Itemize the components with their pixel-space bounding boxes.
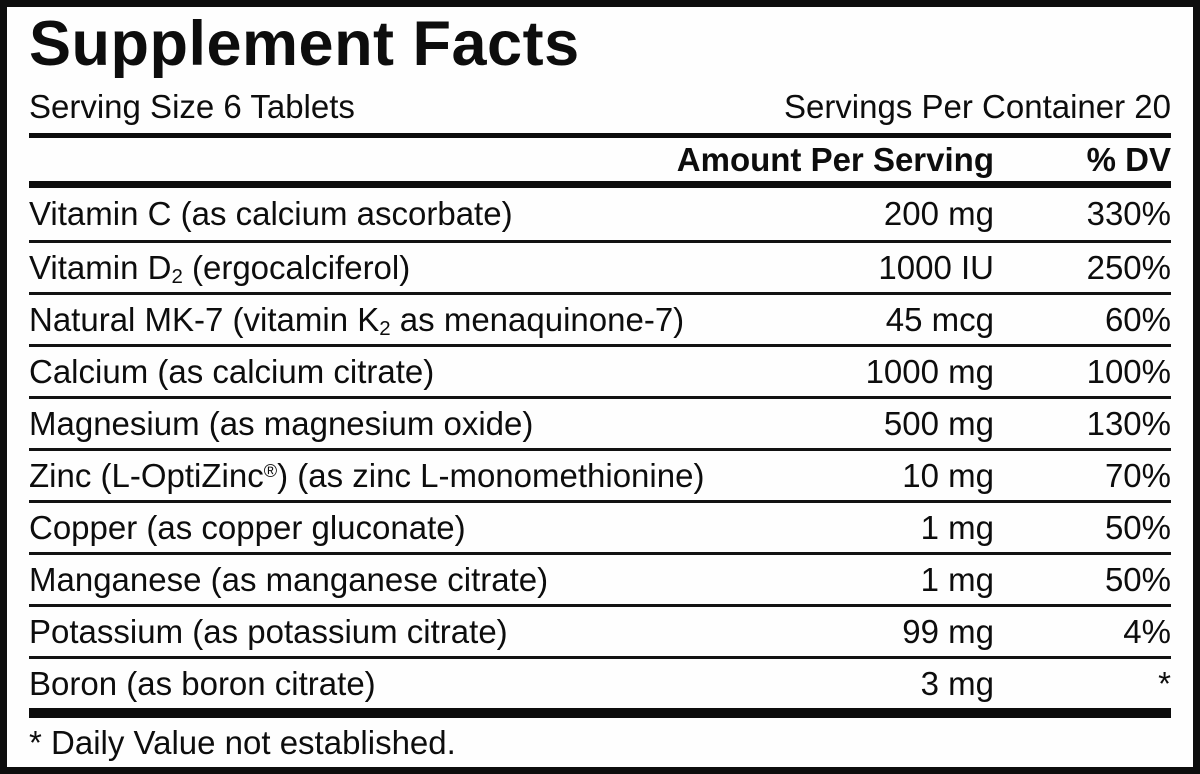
nutrient-amount: 1000 IU [878, 248, 994, 286]
divider-header [29, 181, 1171, 188]
nutrient-name: Copper (as copper gluconate) [29, 508, 466, 546]
nutrient-dv: 330% [1086, 195, 1171, 232]
nutrient-row [29, 344, 1171, 396]
nutrient-name: Natural MK-7 (vitamin K2 as menaquinone-7) [29, 300, 685, 339]
nutrient-dv: 50% [1104, 508, 1171, 546]
nutrient-amount: 200 mg [883, 195, 994, 232]
nutrient-row [29, 396, 1171, 448]
nutrient-dv: 250% [1086, 248, 1171, 286]
panel-title: Supplement Facts [29, 8, 580, 79]
footnote-text: * Daily Value not established. [29, 723, 456, 761]
nutrient-name: Boron (as boron citrate) [29, 664, 376, 702]
nutrient-row [29, 188, 1171, 240]
nutrient-amount: 1 mg [920, 560, 994, 598]
nutrient-dv: 60% [1104, 300, 1171, 338]
nutrient-row [29, 240, 1171, 292]
nutrient-amount: 500 mg [883, 404, 994, 442]
nutrient-dv: 130% [1086, 404, 1171, 442]
nutrient-row [29, 448, 1171, 500]
nutrient-amount: 3 mg [920, 664, 994, 702]
nutrient-name: Calcium (as calcium citrate) [29, 352, 435, 390]
amount-column-header: Amount Per Serving [676, 140, 994, 178]
nutrient-name: Vitamin D2 (ergocalciferol) [29, 248, 411, 287]
nutrient-amount: 99 mg [902, 612, 994, 650]
column-headers [29, 138, 1171, 181]
footnote [29, 718, 1171, 767]
panel-header [29, 7, 1171, 81]
serving-size-label: Serving Size 6 Tablets [29, 88, 355, 125]
nutrient-name: Potassium (as potassium citrate) [29, 612, 508, 650]
nutrient-dv: 100% [1086, 352, 1171, 390]
nutrient-name: Vitamin C (as calcium ascorbate) [29, 195, 513, 232]
nutrient-amount: 1000 mg [865, 352, 994, 390]
divider-footnote [29, 708, 1171, 718]
nutrient-name: Magnesium (as magnesium oxide) [29, 404, 534, 442]
serving-info [29, 81, 1171, 133]
nutrient-row [29, 552, 1171, 604]
nutrient-amount: 1 mg [920, 508, 994, 546]
dv-column-header: % DV [1086, 140, 1171, 178]
nutrient-dv: 70% [1104, 456, 1171, 494]
nutrient-amount: 10 mg [902, 456, 994, 494]
nutrient-name: Manganese (as manganese citrate) [29, 560, 549, 598]
nutrient-dv: 50% [1104, 560, 1171, 598]
nutrient-row [29, 292, 1171, 344]
nutrient-amount: 45 mcg [885, 300, 994, 338]
nutrient-dv: * [1158, 664, 1171, 702]
nutrient-row [29, 656, 1171, 708]
servings-per-container-label: Servings Per Container 20 [783, 88, 1171, 125]
nutrient-name: Zinc (L-OptiZinc®) (as zinc L-monomethionine) [29, 456, 705, 494]
nutrient-rows [29, 188, 1171, 708]
nutrient-row [29, 604, 1171, 656]
nutrient-row [29, 500, 1171, 552]
nutrient-dv: 4% [1123, 612, 1171, 650]
